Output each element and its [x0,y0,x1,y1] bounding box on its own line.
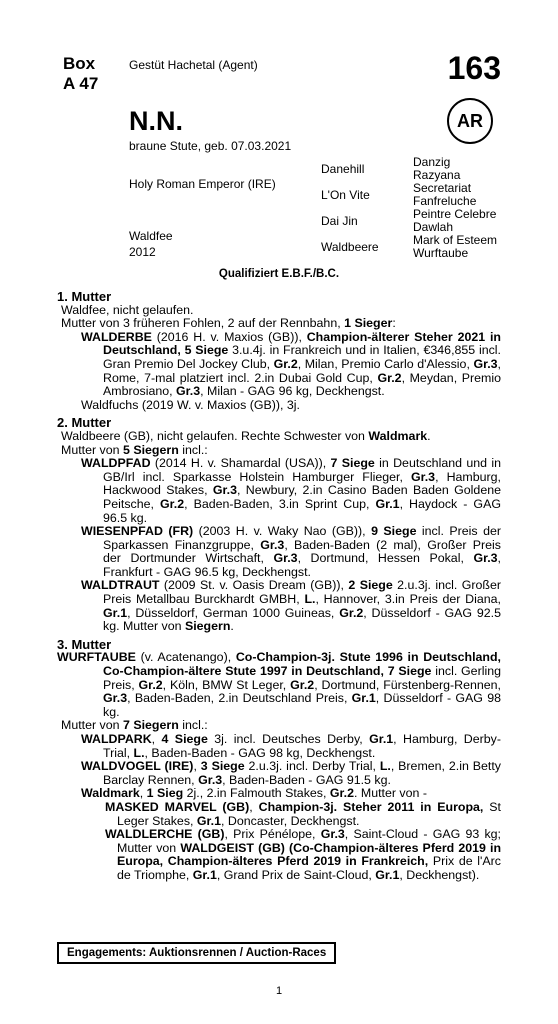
agent: Gestüt Hachetal (Agent) [129,58,258,72]
entry-waldmark: Waldmark, 1 Sieg 2j., 2.in Falmouth Stakes, Gr.2. Mutter von - [81,786,427,801]
ggs-item: Razyana [413,168,461,182]
ggs-item: Fanfreluche [413,194,477,208]
qualification: Qualifiziert E.B.F./B.C. [218,268,340,280]
box-text: Box [63,54,96,73]
ggs-item: Mark of Esteem [413,233,498,247]
entry-waldtraut: WALDTRAUT (2009 St. v. Oasis Dream (GB)), 2 Siege 2.u.3j. incl. Großer Preis Metallbau Burckhardt GMBH, L., Hannover, 3.in Preis der Diana, Gr.1, Düsseldorf, German 1000 Guineas, Gr.2, Düsseldorf - GAG 92.5 kg. Mutter von Siegern. [81,578,501,634]
line: Waldfee, nicht gelaufen. [61,302,194,317]
box-id: A 47 [63,74,99,93]
line: Mutter von 3 früheren Fohlen, 2 auf der Rennbahn, 1 Sieger: [61,316,396,331]
section-1-heading: 1. Mutter [57,289,112,304]
entry-waldvogel: WALDVOGEL (IRE), 3 Siege 2.u.3j. incl. Derby Trial, L., Bremen, 2.in Betty Barclay Rennen, Gr.3, Baden-Baden - GAG 91.5 kg. [81,759,501,787]
line: Mutter von 5 Siegern incl.: [61,442,208,457]
horse-description: braune Stute, geb. 07.03.2021 [129,139,292,153]
pedigree-gs4: Waldbeere [321,240,379,254]
ggs-item: Secretariat [413,181,472,195]
section-2-heading: 2. Mutter [57,415,112,431]
entry-waldpark: WALDPARK, 4 Siege 3j. incl. Deutsches Derby, Gr.1, Hamburg, Derby-Trial, L., Baden-Baden - GAG 98 kg, Deckhengst. [81,732,501,760]
ggs-item: Wurftaube [413,246,469,260]
entry-waldpfad: WALDPFAD (2014 H. v. Shamardal (USA)), 7 Siege in Deutschland und in GB/Irl incl. Sparkasse Holstein Hamburger Flieger, Gr.3, Hamburg, Hackwood Stakes, Gr.3, Newbury, 2.in Casino Baden Baden Goldene Peitsche, Gr.2, Baden-Baden, 3.in Sprint Cup, Gr.1, Haydock - GAG 96.5 kg. [81,456,501,525]
pedigree-dam: Waldfee [129,229,173,243]
ar-badge: AR [447,98,493,144]
pedigree-sire: Holy Roman Emperor (IRE) [129,177,276,191]
line: Waldbeere (GB), nicht gelaufen. Rechte Schwester von Waldmark. [61,428,431,443]
engagements-box: Engagements: Auktionsrennen / Auction-Races [57,942,336,964]
entry-masked-marvel: MASKED MARVEL (GB), Champion-3j. Steher 2011 in Europa, St Leger Stakes, Gr.1, Doncaster, Deckhengst. [105,799,502,828]
entry-waldlerche: WALDLERCHE (GB), Prix Pénélope, Gr.3, Saint-Cloud - GAG 93 kg; Mutter von WALDGEIST (GB) (Co-Champion-älteres Pferd 2019 in Europa, Champion-älteres Pferd 2019 in Frankreich, Prix de l'Arc de Triomphe, Gr.1, Grand Prix de Saint-Cloud, Gr.1, Deckhengst). [105,827,502,882]
horse-name: N.N. [129,106,183,136]
ggs-item: Dawlah [413,220,454,234]
ggs-item: Peintre Celebre [413,207,497,221]
line: Mutter von 7 Siegern incl.: [61,718,208,733]
page-number: 1 [275,985,283,997]
entry-walderbe: WALDERBE (2016 H. v. Maxios (GB)), Champion-älterer Steher 2021 in Deutschland, 5 Siege 3.u.4j. in Frankreich und in Italien, €346,855 incl. Gran Premio Del Jockey Club, Gr.2, Milan, Premio Carlo d'Alessio, Gr.3, Rome, 7-mal platziert incl. 2.in Dubai Gold Cup, Gr.2, Meydan, Premio Ambrosiano, Gr.3, Milan - GAG 96 kg, Deckhengst. [81,329,501,399]
ggs-item: Danzig [413,155,451,169]
pedigree-gs3: Dai Jin [321,214,358,228]
pedigree-dam-year: 2012 [129,245,156,259]
pedigree-gs1: Danehill [321,162,365,176]
entry-wurftaube: WURFTAUBE (v. Acatenango), Co-Champion-3j. Stute 1996 in Deutschland, Co-Champion-ältere Stute 1997 in Deutschland, 7 Siege incl. Gerling Preis, Gr.2, Köln, BMW St Leger, Gr.2, Dortmund, Fürstenberg-Rennen, Gr.3, Baden-Baden, 2.in Deutschland Preis, Gr.1, Düsseldorf - GAG 98 kg. [57,650,501,719]
pedigree-ggs [413,156,497,260]
pedigree-gs2: L'On Vite [321,188,370,202]
section-3-heading: 3. Mutter [57,636,112,652]
entry-waldfuchs: Waldfuchs (2019 W. v. Maxios (GB)), 3j. [81,397,300,412]
lot-number: 163 [447,50,501,86]
entry-wiesenpfad: WIESENPFAD (FR) (2003 H. v. Waky Nao (GB)), 9 Siege incl. Preis der Sparkassen Finanzgruppe, Gr.3, Baden-Baden (2 mal), Großer Preis der Dortmunder Wirtschaft, Gr.3, Dortmund, Hessen Pokal, Gr.3, Frankfurt - GAG 96.5 kg, Deckhengst. [81,524,501,579]
box-label [63,54,98,94]
family-text [57,286,501,883]
